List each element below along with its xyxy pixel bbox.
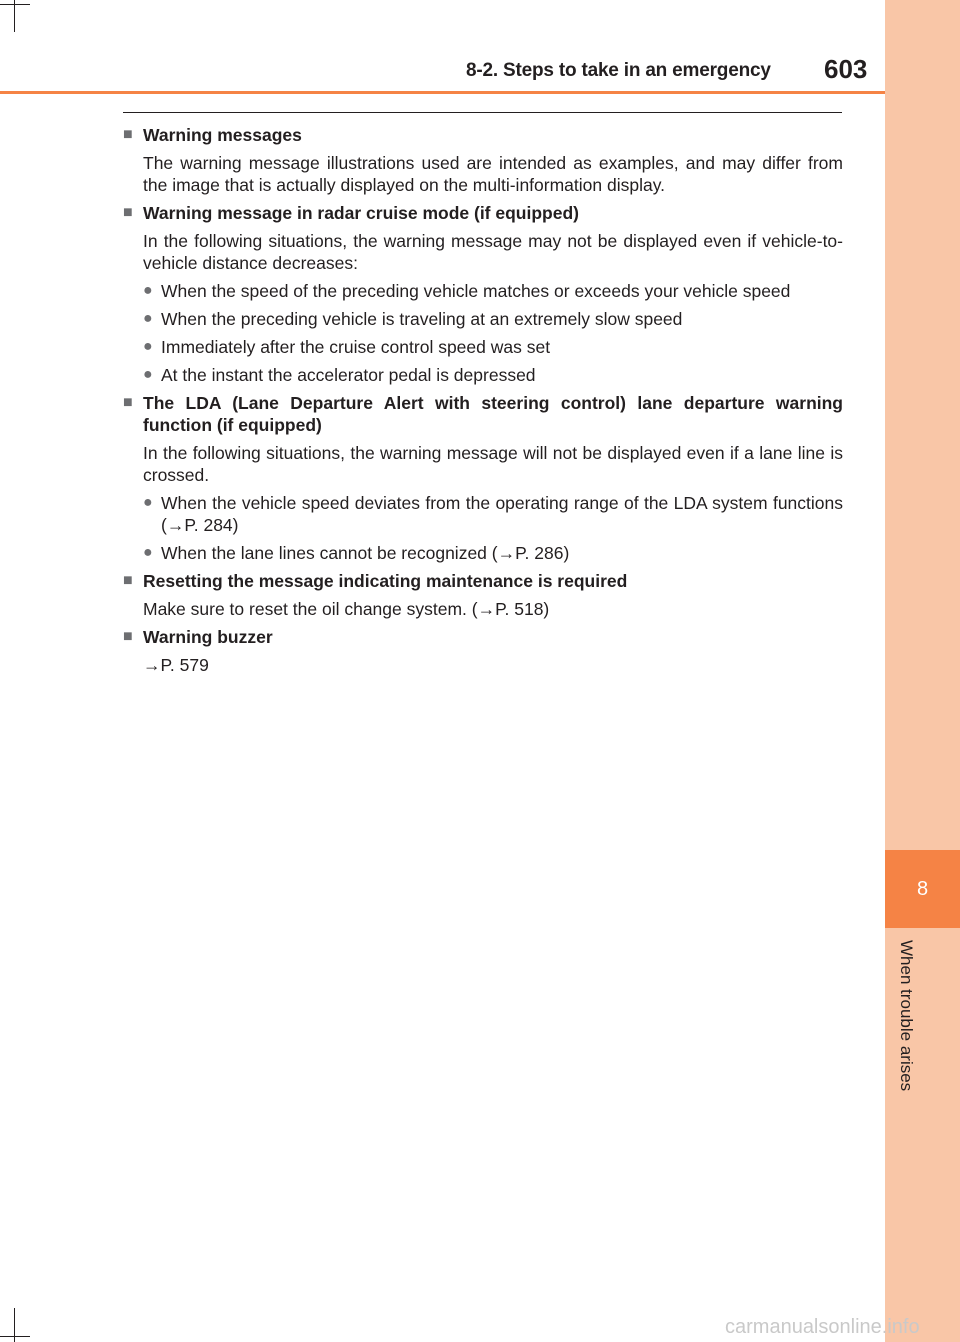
bullet-item	[143, 492, 843, 536]
bullet-text: When the lane lines cannot be recognized (→P. 286)	[161, 543, 570, 563]
crop-mark	[14, 1308, 15, 1342]
bullet-text: When the vehicle speed deviates from the operating range of the LDA system functions (→P. 284)	[161, 493, 843, 535]
section-heading	[123, 392, 843, 436]
bullet-item	[143, 542, 843, 564]
content-rule	[123, 112, 842, 113]
section-paragraph: In the following situations, the warning message may not be displayed even if vehicle-to-vehicle distance decreases:	[143, 231, 843, 273]
round-bullet-icon: ●	[143, 310, 153, 327]
section-heading-text: Warning message in radar cruise mode (if equipped)	[143, 203, 579, 223]
square-bullet-icon: ■	[123, 628, 133, 645]
bullet-item	[143, 308, 843, 330]
page-number: 603	[824, 54, 868, 84]
crop-mark	[14, 0, 15, 32]
crop-mark	[0, 1336, 30, 1337]
bullet-text: Immediately after the cruise control speed was set	[161, 337, 551, 357]
round-bullet-icon: ●	[143, 366, 153, 383]
square-bullet-icon: ■	[123, 394, 133, 411]
watermark: carmanualsonline.info	[725, 1316, 920, 1338]
section-heading	[123, 124, 843, 146]
round-bullet-icon: ●	[143, 494, 153, 511]
square-bullet-icon: ■	[123, 126, 133, 143]
header-rule	[0, 91, 885, 94]
section-paragraph: →P. 579	[143, 655, 209, 675]
section-heading	[123, 570, 843, 592]
note-section	[123, 626, 843, 676]
note-section	[123, 570, 843, 620]
bullet-text: When the preceding vehicle is traveling at an extremely slow speed	[161, 309, 683, 329]
bullet-text: When the speed of the preceding vehicle matches or exceeds your vehicle speed	[161, 281, 791, 301]
chapter-number-box	[885, 850, 960, 928]
round-bullet-icon: ●	[143, 338, 153, 355]
page-content	[123, 124, 843, 682]
section-paragraph: The warning message illustrations used are intended as examples, and may differ from the image that is actually displayed on the multi-information display.	[143, 153, 843, 195]
square-bullet-icon: ■	[123, 572, 133, 589]
bullet-item	[143, 336, 843, 358]
round-bullet-icon: ●	[143, 544, 153, 561]
section-heading	[123, 626, 843, 648]
section-heading-text: Warning buzzer	[143, 627, 273, 647]
bullet-item	[143, 280, 843, 302]
chapter-number: 8	[916, 877, 929, 900]
section-heading-text: Warning messages	[143, 125, 302, 145]
note-section	[123, 392, 843, 564]
note-section	[123, 202, 843, 386]
section-heading-text: Resetting the message indicating maintenance is required	[143, 571, 628, 591]
chapter-label: When trouble arises	[897, 940, 916, 1092]
bullet-item	[143, 364, 843, 386]
round-bullet-icon: ●	[143, 282, 153, 299]
section-paragraph: In the following situations, the warning message will not be displayed even if a lane line is crossed.	[143, 443, 843, 485]
square-bullet-icon: ■	[123, 204, 133, 221]
section-title: 8-2. Steps to take in an emergency	[466, 60, 771, 81]
section-heading-text: The LDA (Lane Departure Alert with steering control) lane departure warning function (if equipped)	[143, 393, 843, 435]
bullet-text: At the instant the accelerator pedal is depressed	[161, 365, 536, 385]
crop-mark	[0, 4, 30, 5]
note-section	[123, 124, 843, 196]
section-paragraph: Make sure to reset the oil change system. (→P. 518)	[143, 599, 550, 619]
chapter-side-tab	[885, 0, 960, 1342]
section-heading	[123, 202, 843, 224]
